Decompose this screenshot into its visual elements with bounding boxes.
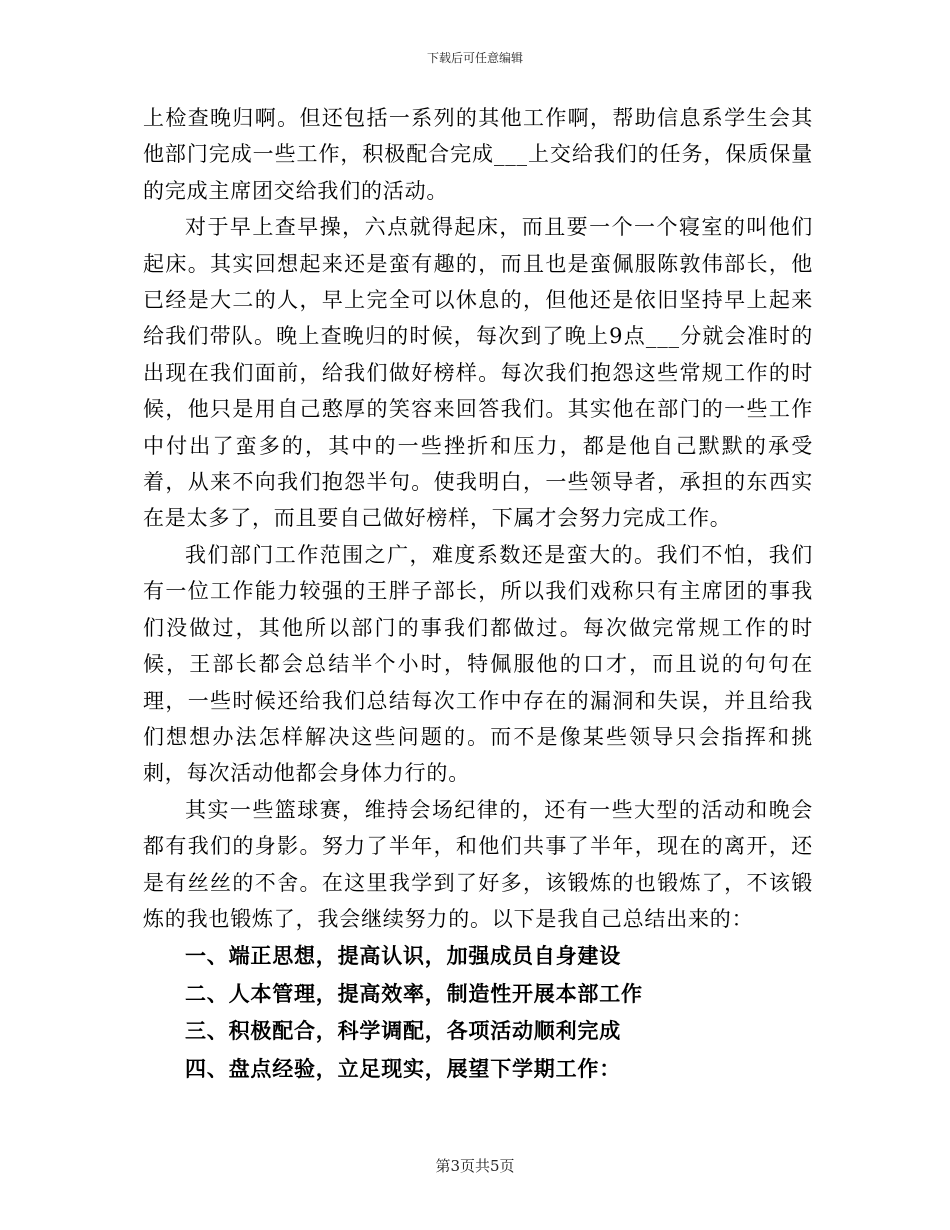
paragraph-department-scope: 我们部门工作范围之广，难度系数还是蛮大的。我们不怕，我们有一位工作能力较强的王胖子部长，所以我们戏称只有主席团的事我们没做过，其他所以部门的事我们都做过。每次做完常规工作的时候，王部长都会总结半个小时，特佩服他的口才，而且说的句句在理，一些时候还给我们总结每次工作中存在的漏洞和失误，并且给我们想想办法怎样解决这些问题的。而不是像某些领导只会指挥和挑刺，每次活动他都会身体力行的。 (143, 542, 813, 786)
paragraph-morning-check: 对于早上查早操，六点就得起床，而且要一个一个寝室的叫他们起床。其实回想起来还是蛮有趣的，而且也是蛮佩服陈敦伟部长，他已经是大二的人，早上完全可以休息的，但他还是依旧坚持早上起来给我们带队。晚上查晚归的时候，每次到了晚上9点___分就会准时的出现在我们面前，给我们做好榜样。每次我们抱怨这些常规工作的时候，他只是用自己憨厚的笑容来回答我们。其实他在部门的一些工作中付出了蛮多的，其中的一些挫折和压力，都是他自己默默的承受着，从来不向我们抱怨半句。使我明白，一些领导者，承担的东西实在是太多了，而且要自己做好榜样，下属才会努力完成工作。 (143, 215, 813, 531)
paragraph-activities: 其实一些篮球赛，维持会场纪律的，还有一些大型的活动和晚会都有我们的身影。努力了半年，和他们共事了半年，现在的离开，还是有丝丝的不舍。在这里我学到了好多，该锻炼的也锻炼了，不该锻炼的我也锻炼了，我会继续努力的。以下是我自己总结出来的： (143, 797, 813, 931)
page-footer: 第3页共5页 (435, 1157, 515, 1175)
summary-list-item: 三、积极配合，科学调配，各项活动顺利完成 (185, 1018, 621, 1044)
page-header: 下载后可任意编辑 (426, 51, 523, 65)
summary-list-item: 四、盘点经验，立足现实，展望下学期工作： (185, 1055, 621, 1081)
document-body (143, 100, 813, 1087)
summary-list (143, 937, 813, 1087)
paragraph-continuation: 上检查晚归啊。但还包括一系列的其他工作啊，帮助信息系学生会其他部门完成一些工作，积极配合完成___上交给我们的任务，保质保量的完成主席团交给我们的活动。 (143, 106, 813, 203)
summary-list-item: 二、人本管理，提高效率，制造性开展本部工作 (185, 980, 643, 1006)
summary-list-item: 一、端正思想，提高认识，加强成员自身建设 (185, 943, 621, 969)
